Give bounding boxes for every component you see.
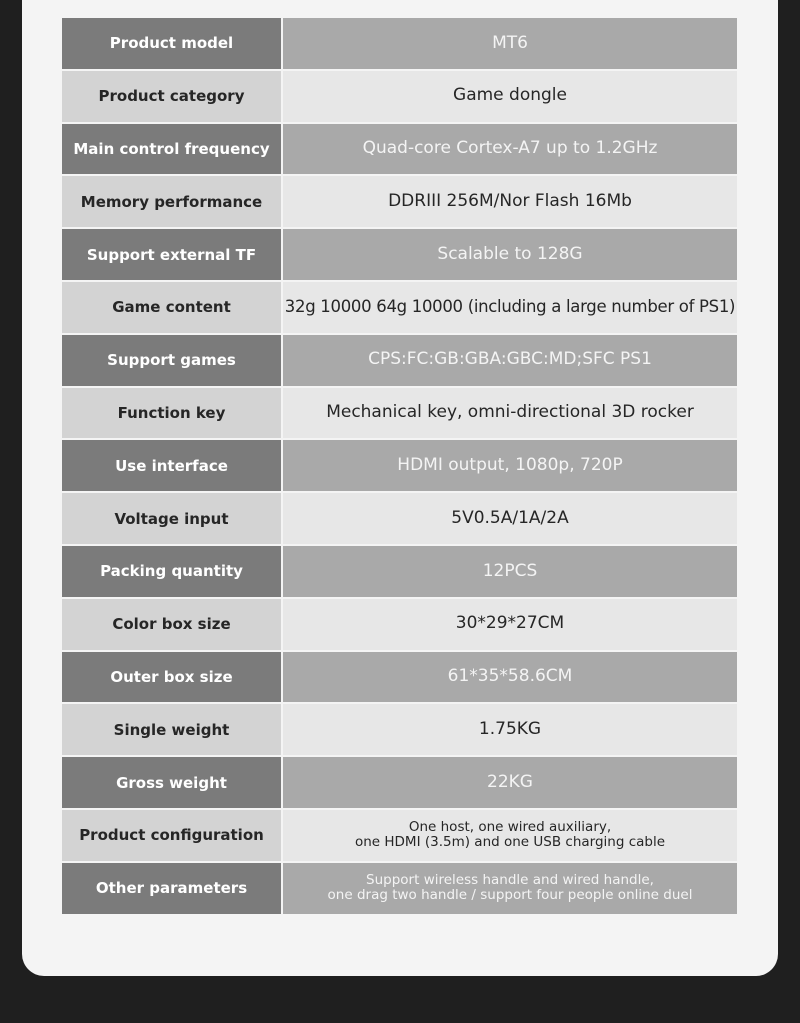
- spec-value: 32g 10000 64g 10000 (including a large number of PS1): [283, 282, 737, 333]
- spec-label: Game content: [62, 282, 281, 333]
- spec-row-product-configuration: [62, 810, 737, 861]
- spec-row-support-external-tf: [62, 229, 737, 280]
- spec-value: 22KG: [283, 757, 737, 808]
- spec-label: Product model: [62, 18, 281, 69]
- spec-row-main-control-frequency: [62, 124, 737, 175]
- spec-row-outer-box-size: [62, 652, 737, 703]
- spec-row-other-parameters: [62, 863, 737, 914]
- spec-row-voltage-input: [62, 493, 737, 544]
- spec-label: Product configuration: [62, 810, 281, 861]
- spec-value: One host, one wired auxiliary, one HDMI (3.5m) and one USB charging cable: [283, 810, 737, 861]
- spec-table: [62, 18, 737, 916]
- spec-value: Scalable to 128G: [283, 229, 737, 280]
- spec-label: Main control frequency: [62, 124, 281, 175]
- spec-value: DDRIII 256M/Nor Flash 16Mb: [283, 176, 737, 227]
- spec-label: Support games: [62, 335, 281, 386]
- spec-label: Use interface: [62, 440, 281, 491]
- spec-label: Voltage input: [62, 493, 281, 544]
- spec-value: Quad-core Cortex-A7 up to 1.2GHz: [283, 124, 737, 175]
- spec-value: 61*35*58.6CM: [283, 652, 737, 703]
- spec-label: Memory performance: [62, 176, 281, 227]
- spec-value: Mechanical key, omni-directional 3D rocker: [283, 388, 737, 439]
- spec-row-support-games: [62, 335, 737, 386]
- spec-value: Support wireless handle and wired handle, one drag two handle / support four people online duel: [283, 863, 737, 914]
- spec-value: 1.75KG: [283, 704, 737, 755]
- spec-value: 12PCS: [283, 546, 737, 597]
- spec-value: HDMI output, 1080p, 720P: [283, 440, 737, 491]
- spec-label: Packing quantity: [62, 546, 281, 597]
- spec-row-single-weight: [62, 704, 737, 755]
- spec-label: Color box size: [62, 599, 281, 650]
- spec-value: 5V0.5A/1A/2A: [283, 493, 737, 544]
- spec-row-product-category: [62, 71, 737, 122]
- spec-row-color-box-size: [62, 599, 737, 650]
- spec-label: Function key: [62, 388, 281, 439]
- spec-label: Gross weight: [62, 757, 281, 808]
- spec-row-game-content: [62, 282, 737, 333]
- spec-value: 30*29*27CM: [283, 599, 737, 650]
- spec-label: Product category: [62, 71, 281, 122]
- spec-value: MT6: [283, 18, 737, 69]
- spec-label: Outer box size: [62, 652, 281, 703]
- spec-value: Game dongle: [283, 71, 737, 122]
- spec-label: Other parameters: [62, 863, 281, 914]
- spec-row-use-interface: [62, 440, 737, 491]
- spec-row-gross-weight: [62, 757, 737, 808]
- spec-label: Single weight: [62, 704, 281, 755]
- spec-row-product-model: [62, 18, 737, 69]
- spec-value: CPS:FC:GB:GBA:GBC:MD;SFC PS1: [283, 335, 737, 386]
- spec-row-memory-performance: [62, 176, 737, 227]
- spec-row-function-key: [62, 388, 737, 439]
- spec-row-packing-quantity: [62, 546, 737, 597]
- spec-label: Support external TF: [62, 229, 281, 280]
